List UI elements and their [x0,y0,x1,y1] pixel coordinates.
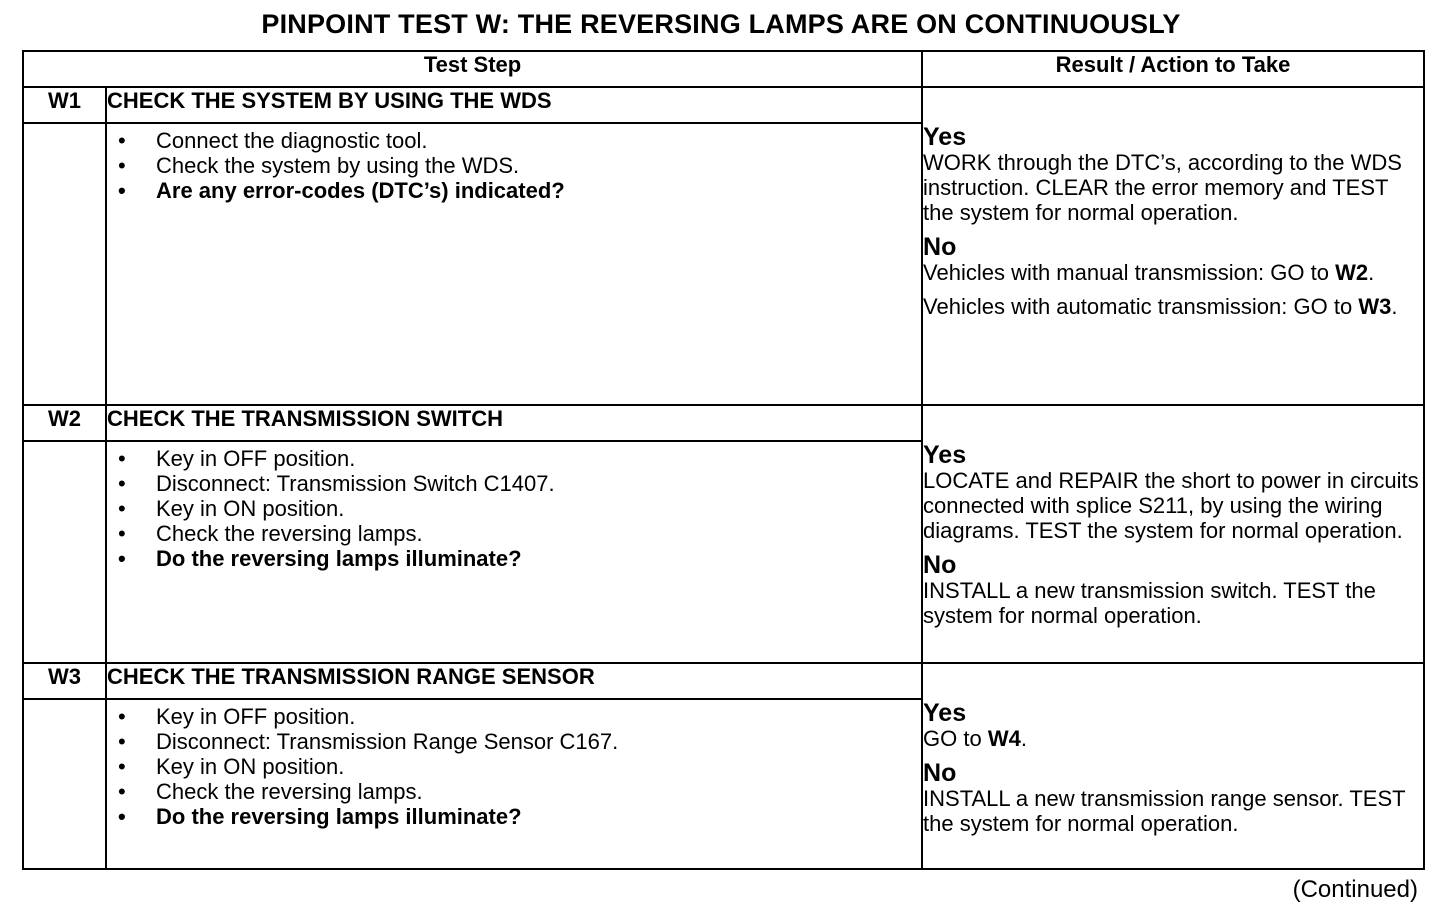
step-instructions [106,699,922,869]
list-item: • Check the reversing lamps. [107,521,921,546]
list-item: • Check the system by using the WDS. [107,153,921,178]
yes-text: GO to W4. [923,726,1027,751]
no-text: INSTALL a new transmission range sensor. TEST the system for normal operation. [923,786,1406,836]
list-item: • Disconnect: Transmission Range Sensor C167. [107,729,921,754]
header-result: Result / Action to Take [922,51,1424,87]
step-reference: W2 [1335,260,1369,285]
step-question: • Do the reversing lamps illuminate? [107,546,921,571]
pinpoint-test-table [22,50,1425,870]
list-item: • Key in OFF position. [107,446,921,471]
page-title: PINPOINT TEST W: THE REVERSING LAMPS ARE ON CONTINUOUSLY [261,9,1181,39]
list-item: • Connect the diagnostic tool. [107,128,921,153]
no-label: No [923,551,957,579]
table-header-row [23,51,1424,87]
step-w1-result [922,87,1424,405]
no-text: Vehicles with automatic transmission: GO to W3. [923,294,1398,319]
yes-label: Yes [923,123,967,151]
yes-text: WORK through the DTC’s, according to the WDS instruction. CLEAR the error memory and TEST the system for normal operation. [923,150,1402,225]
step-w2-title-row [23,405,1424,441]
no-text: INSTALL a new transmission switch. TEST the system for normal operation. [923,578,1376,628]
step-id: W3 [23,663,106,699]
step-id: W2 [23,405,106,441]
yes-label: Yes [923,441,967,469]
step-title: CHECK THE TRANSMISSION SWITCH [106,405,922,441]
header-test-step: Test Step [23,51,922,87]
step-instructions [106,441,922,663]
step-title: CHECK THE SYSTEM BY USING THE WDS [106,87,922,123]
no-text: Vehicles with manual transmission: GO to W2. [923,260,1375,285]
list-item: • Key in ON position. [107,496,921,521]
step-w3-title-row [23,663,1424,699]
step-question: • Do the reversing lamps illuminate? [107,804,921,829]
no-label: No [923,233,957,261]
continued-note: (Continued) [1292,876,1418,903]
step-w2-result [922,405,1424,663]
no-label: No [923,759,957,787]
step-w1-title-row [23,87,1424,123]
step-id: W1 [23,87,106,123]
step-question: • Are any error-codes (DTC’s) indicated? [107,178,921,203]
list-item: • Check the reversing lamps. [107,779,921,804]
step-title: CHECK THE TRANSMISSION RANGE SENSOR [106,663,922,699]
yes-text: LOCATE and REPAIR the short to power in circuits connected with splice S211, by using the wiring diagrams. TEST the system for normal operation. [923,468,1419,543]
list-item: • Disconnect: Transmission Switch C1407. [107,471,921,496]
step-reference: W4 [987,726,1021,751]
step-instructions [106,123,922,405]
list-item: • Key in OFF position. [107,704,921,729]
step-reference: W3 [1358,294,1392,319]
yes-label: Yes [923,699,967,727]
step-w3-result [922,663,1424,869]
list-item: • Key in ON position. [107,754,921,779]
